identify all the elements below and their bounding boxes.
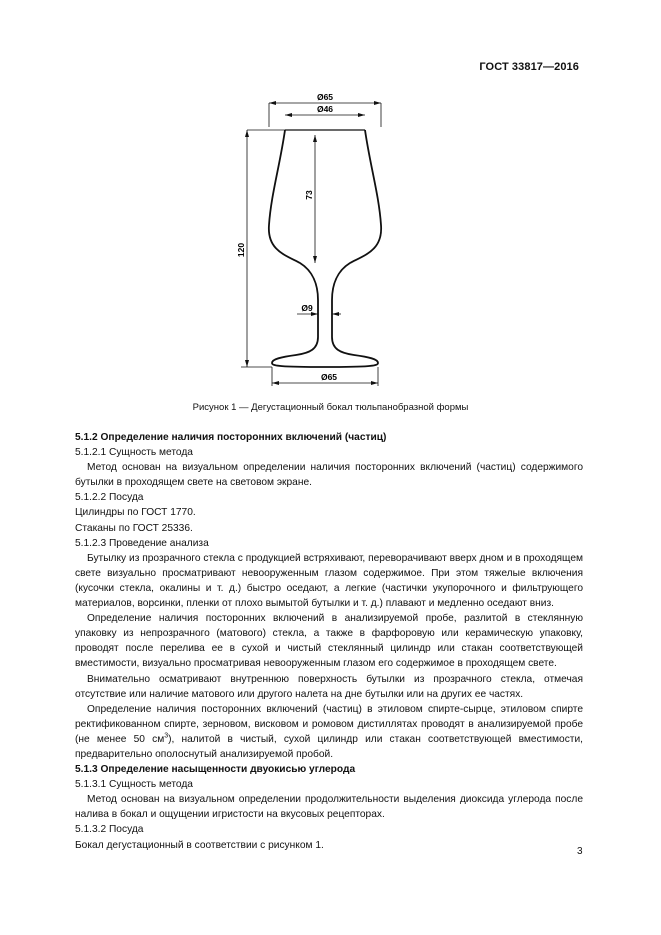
dim-top-inner: Ø46 xyxy=(316,104,334,114)
analysis-paragraph-4: Определение наличия посторонних включений (частиц) в этиловом спирте-сырце, этиловом спирте ректификованном спирте, зерновом, висковом и ромовом дистиллятах проводят в анализируемой пробе (не менее 50 $см^3$), налитой в чистый, сухой цилиндр или стакан соответствующей вместимости, предварительно ополоснутый анализируемой пробой. xyxy=(75,703,583,760)
section-5-1-2-2-title: 5.1.2.2 Посуда xyxy=(75,492,144,504)
glassware-line-cylinders: Цилиндры по ГОСТ 1770. xyxy=(75,507,196,519)
figure-caption: Рисунок 1 — Дегустационный бокал тюльпанобразной формы xyxy=(192,402,469,413)
standard-header: ГОСТ 33817—2016 xyxy=(479,61,579,73)
analysis-paragraph-1: Бутылку из прозрачного стекла с продукцией встряхивают, переворачивают вверх дном и в проходящем свете визуально просматривают невооруженным глазом содержимое. При этом тяжелые включения (кусочки стекла, окалины и т. д.) быстро оседают, а легкие (частички укупорочного и фильтрующего материалов, ворсинки, пленки от плохо вымытой бутылки и т. д.) плавают и медленно оседают вниз. xyxy=(75,552,583,610)
glass-outline xyxy=(269,130,381,367)
dim-total-height: 120 xyxy=(236,242,246,258)
dim-top-outer: Ø65 xyxy=(316,92,334,102)
section-5-1-3-2-title: 5.1.3.2 Посуда xyxy=(75,824,144,836)
tasting-glass-drawing xyxy=(225,85,425,390)
section-5-1-2-3-title: 5.1.2.3 Проведение анализа xyxy=(75,537,209,549)
section-5-1-3-2-text: Бокал дегустационный в соответствии с рисунком 1. xyxy=(75,839,324,851)
dim-stem: Ø9 xyxy=(301,303,313,313)
page-number: 3 xyxy=(577,846,583,857)
section-5-1-2-title: 5.1.2 Определение наличия посторонних включений (частиц) xyxy=(75,432,387,443)
dim-bowl-height: 73 xyxy=(304,190,314,200)
glassware-line-beakers: Стаканы по ГОСТ 25336. xyxy=(75,522,193,534)
analysis-paragraph-2: Определение наличия посторонних включений в анализируемой пробе, разлитой в стеклянную упаковку из непрозрачного (матового) стекла, а также в фарфоровую или керамическую упаковку, проводят после перелива ее в сухой и чистый стеклянный цилиндр или стакан соответствующей вместимости, визуально просматривая невооруженным глазом его содержимое в проходящем свете. xyxy=(75,613,583,670)
dim-base: Ø65 xyxy=(320,372,338,382)
document-body xyxy=(75,430,583,853)
section-5-1-3-title: 5.1.3 Определение насыщенности двуокисью углерода xyxy=(75,764,356,776)
section-5-1-3-1-text: Метод основан на визуальном определении продолжительности выделения диоксида углерода после налива в бокал и ощущении игристости на вкусовых рецепторах. xyxy=(75,794,583,821)
section-5-1-3-1-title: 5.1.3.1 Сущность метода xyxy=(75,779,193,791)
analysis-paragraph-3: Внимательно осматривают внутреннюю поверхность бутылки из прозрачного стекла, отмечая отсутствие или наличие матового или другого налета на дне бутылки или на других ее частях. xyxy=(75,673,583,700)
section-5-1-2-1-title: 5.1.2.1 Сущность метода xyxy=(75,447,193,459)
section-5-1-2-1-text: Метод основан на визуальном определении наличия посторонних включений (частиц) содержимого бутылки в проходящем свете на световом экране. xyxy=(75,462,583,489)
